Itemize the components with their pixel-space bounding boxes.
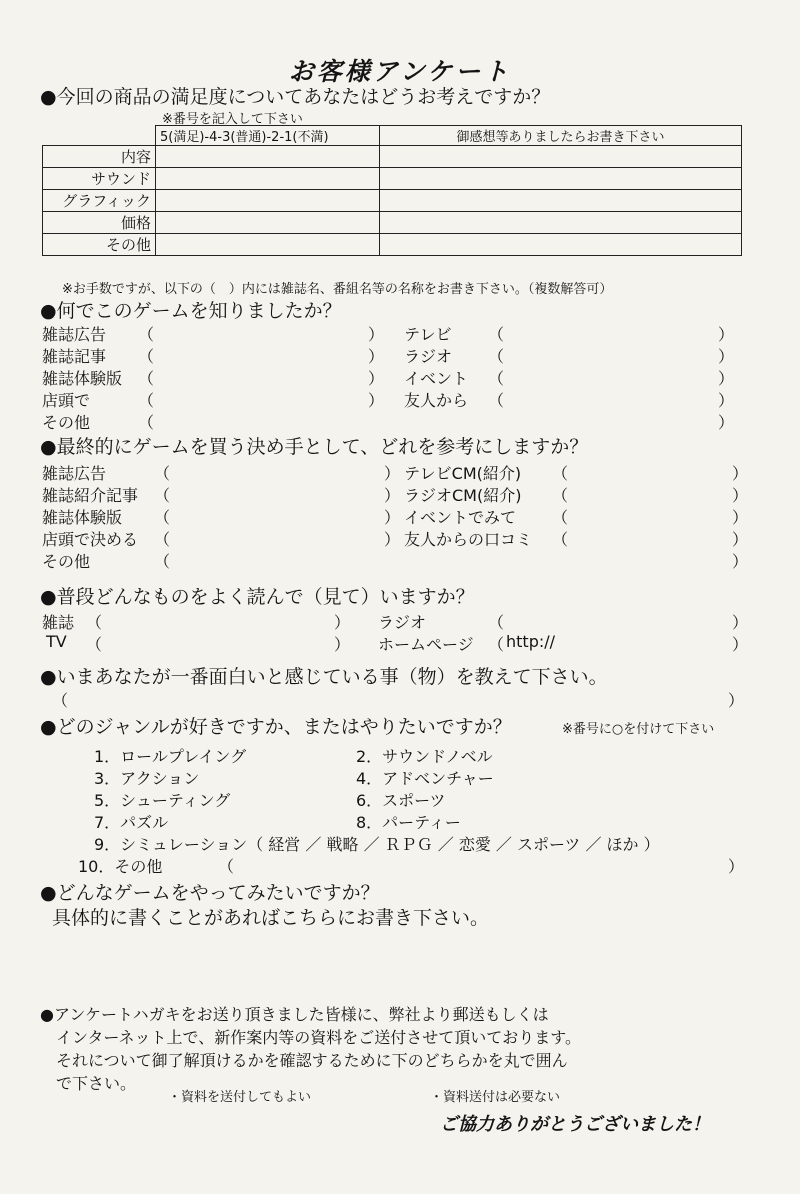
- row-label: サウンド: [43, 168, 156, 190]
- paren-close: ）: [368, 369, 385, 388]
- paren-open: （: [138, 391, 155, 410]
- option-label[interactable]: 雑誌広告: [42, 464, 107, 483]
- option-send-not-needed[interactable]: ・資料送付は必要ない: [430, 1090, 561, 1105]
- paren-open: （: [218, 857, 235, 876]
- paren-close: ）: [732, 464, 749, 483]
- paren-open: （: [154, 552, 171, 571]
- paren-open: （: [552, 486, 569, 505]
- table-row: [43, 168, 742, 190]
- free-answer-area[interactable]: [52, 930, 742, 994]
- paren-close: ）: [732, 508, 749, 527]
- paren-open: （: [488, 325, 505, 344]
- q7-question: ●どんなゲームをやってみたいですか？: [40, 882, 380, 904]
- notice-line-2: インターネット上で、新作案内等の資料をご送付させて頂いております。: [56, 1028, 581, 1047]
- option-label[interactable]: その他: [42, 413, 91, 432]
- paren-close: ）: [334, 613, 351, 632]
- paren-close: ）: [718, 347, 735, 366]
- row-label: 内容: [43, 146, 156, 168]
- row-label: その他: [43, 234, 156, 256]
- paren-open: （: [154, 464, 171, 483]
- rating-cell[interactable]: [156, 190, 380, 212]
- paren-open: （: [488, 347, 505, 366]
- paren-open: （: [154, 486, 171, 505]
- tv-label: TV: [46, 632, 67, 651]
- paren-close: ）: [718, 413, 735, 432]
- option-label[interactable]: 友人からの口コミ: [404, 530, 533, 549]
- page-title: お客様アンケート: [288, 57, 512, 86]
- rating-cell[interactable]: [156, 146, 380, 168]
- table-row: [43, 234, 742, 256]
- comment-cell[interactable]: [380, 146, 742, 168]
- paren-close: ）: [384, 508, 401, 527]
- comment-cell[interactable]: [380, 234, 742, 256]
- option-label[interactable]: イベント: [404, 369, 469, 388]
- paren-close: ）: [718, 391, 735, 410]
- http-prefix: http://: [506, 632, 556, 651]
- q6-question: ●どのジャンルが好きですか、またはやりたいですか？: [40, 716, 512, 738]
- paren-close: ）: [732, 613, 749, 632]
- genre-option[interactable]: 1．ロールプレイング: [94, 747, 247, 766]
- scale-header: 5(満足)-4-3(普通)-2-1(不満): [156, 126, 380, 146]
- paren-open: （: [552, 464, 569, 483]
- genre-option[interactable]: 4．アドベンチャー: [356, 769, 494, 788]
- q7-sub: 具体的に書くことがあればこちらにお書き下さい。: [52, 907, 490, 929]
- genre-option[interactable]: 2．サウンドノベル: [356, 747, 493, 766]
- comment-cell[interactable]: [380, 190, 742, 212]
- comment-cell[interactable]: [380, 212, 742, 234]
- paren-open: （: [138, 347, 155, 366]
- paren-open: （: [52, 691, 69, 710]
- option-label[interactable]: ラジオCM(紹介): [404, 486, 522, 505]
- option-label[interactable]: 店頭で: [42, 391, 91, 410]
- option-label[interactable]: イベントでみて: [404, 508, 517, 527]
- paren-close: ）: [718, 369, 735, 388]
- q6-note: ※番号に○を付けて下さい: [562, 722, 715, 737]
- paren-close: ）: [728, 691, 745, 710]
- rating-cell[interactable]: [156, 234, 380, 256]
- option-label[interactable]: 雑誌体験版: [42, 508, 123, 527]
- homepage-label: ホームページ: [378, 635, 474, 654]
- rating-cell[interactable]: [156, 168, 380, 190]
- satisfaction-table: [42, 125, 742, 256]
- option-label[interactable]: テレビ: [404, 325, 452, 344]
- row-label: 価格: [43, 212, 156, 234]
- rating-cell[interactable]: [156, 212, 380, 234]
- table-row: [43, 190, 742, 212]
- paren-open: （: [154, 508, 171, 527]
- row-label: グラフィック: [43, 190, 156, 212]
- comment-cell[interactable]: [380, 168, 742, 190]
- paren-open: （: [86, 613, 103, 632]
- q1-note: ※番号を記入して下さい: [162, 112, 303, 127]
- paren-open: （: [138, 325, 155, 344]
- table-corner: [43, 126, 156, 146]
- genre-option[interactable]: 8．パーティー: [356, 813, 461, 832]
- genre-simulation[interactable]: 9．シミュレーション（ 経営 ／ 戦略 ／ ＲＰＧ ／ 恋愛 ／ スポーツ ／ ほか ）: [94, 835, 660, 854]
- option-label[interactable]: 店頭で決める: [42, 530, 139, 549]
- paren-close: ）: [384, 486, 401, 505]
- option-label[interactable]: 友人から: [404, 391, 469, 410]
- paren-open: （: [154, 530, 171, 549]
- genre-option[interactable]: 7．パズル: [94, 813, 169, 832]
- paren-close: ）: [334, 635, 351, 654]
- option-label[interactable]: 雑誌記事: [42, 347, 107, 366]
- option-label[interactable]: ラジオ: [404, 347, 453, 366]
- paren-open: （: [488, 369, 505, 388]
- paren-open: （: [138, 413, 155, 432]
- paren-close: ）: [732, 530, 749, 549]
- genre-option[interactable]: 6．スポーツ: [356, 791, 446, 810]
- paren-close: ）: [368, 347, 385, 366]
- paren-close: ）: [368, 391, 385, 410]
- q4-question: ●普段どんなものをよく読んで（見て）いますか？: [40, 586, 475, 608]
- fill-instruction: ※お手数ですが、以下の（ ）内には雑誌名、番組名等の名称をお書き下さい。（複数解答可）: [62, 282, 613, 297]
- option-label[interactable]: その他: [42, 552, 91, 571]
- q3-question: ●最終的にゲームを買う決め手として、どれを参考にしますか？: [40, 436, 589, 458]
- paren-open: （: [488, 635, 505, 654]
- genre-other[interactable]: 10．その他: [78, 857, 163, 876]
- option-send-ok[interactable]: ・資料を送付してもよい: [168, 1090, 312, 1105]
- paren-close: ）: [384, 464, 401, 483]
- thanks-message: ご協力ありがとうございました！: [440, 1114, 710, 1135]
- paren-open: （: [86, 635, 103, 654]
- genre-option[interactable]: 3．アクション: [94, 769, 200, 788]
- q5-question: ●いまあなたが一番面白いと感じている事（物）を教えて下さい。: [40, 666, 608, 688]
- paren-close: ）: [732, 552, 749, 571]
- paren-close: ）: [728, 857, 745, 876]
- table-row: [43, 212, 742, 234]
- paren-close: ）: [718, 325, 735, 344]
- paren-close: ）: [732, 486, 749, 505]
- paren-open: （: [138, 369, 155, 388]
- option-label[interactable]: 雑誌紹介記事: [42, 486, 139, 505]
- notice-line-4: で下さい。: [56, 1074, 137, 1093]
- paren-open: （: [488, 391, 505, 410]
- comment-header: 御感想等ありましたらお書き下さい: [380, 126, 742, 146]
- option-label[interactable]: テレビCM(紹介): [404, 464, 522, 483]
- paren-open: （: [488, 613, 505, 632]
- option-label[interactable]: 雑誌広告: [42, 325, 107, 344]
- genre-option[interactable]: 5．シューティング: [94, 791, 231, 810]
- paren-close: ）: [384, 530, 401, 549]
- paren-open: （: [552, 530, 569, 549]
- radio-label: ラジオ: [378, 613, 427, 632]
- notice-line-3: それについて御了解頂けるかを確認するために下のどちらかを丸で囲ん: [56, 1051, 568, 1070]
- option-label[interactable]: 雑誌体験版: [42, 369, 123, 388]
- magazine-label: 雑誌: [42, 613, 75, 632]
- paren-open: （: [552, 508, 569, 527]
- q2-question: ●何でこのゲームを知りましたか？: [40, 300, 342, 322]
- q1-question: ●今回の商品の満足度についてあなたはどうお考えですか？: [40, 86, 551, 108]
- notice-line-1: ●アンケートハガキをお送り頂きました皆様に、弊社より郵送もしくは: [40, 1005, 549, 1024]
- paren-close: ）: [732, 635, 749, 654]
- table-row: [43, 146, 742, 168]
- paren-close: ）: [368, 325, 385, 344]
